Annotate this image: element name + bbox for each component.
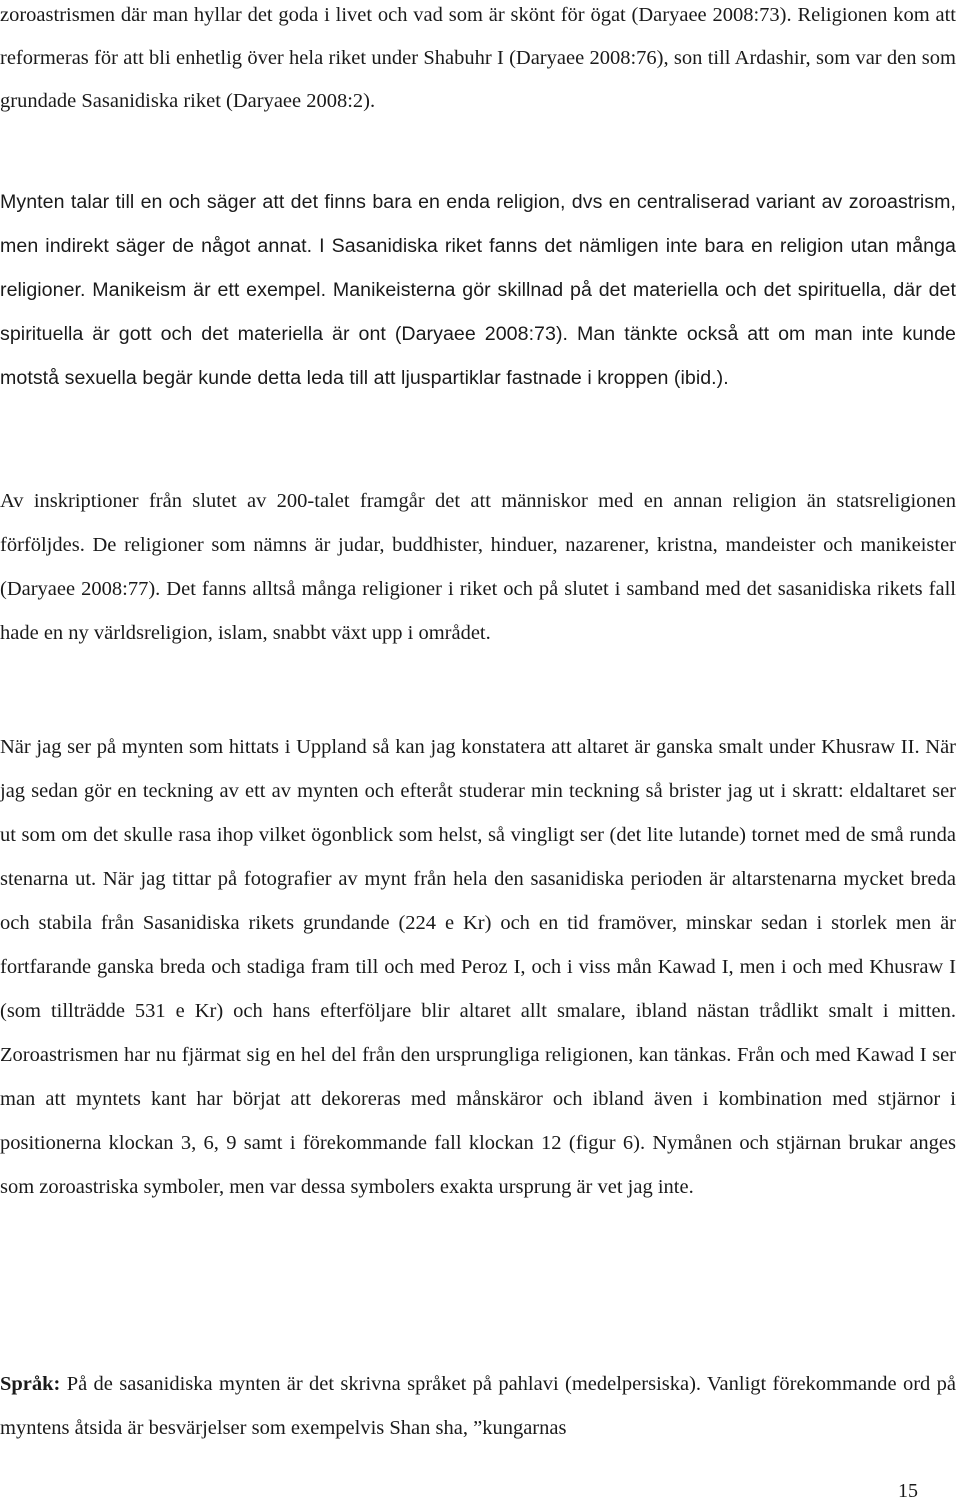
language-heading: Språk:	[0, 1373, 61, 1395]
paragraph-coins-religion: Mynten talar till en och säger att det finns bara en enda religion, dvs en centraliserad variant av zoroastrism, men indirekt säger de något annat. I Sasanidiska riket fanns det nämligen inte bara en religion utan många religioner. Manikeism är ett exempel. Manikeisterna gör skillnad på det materiella och det spirituella, där det spirituella är gott och det materiella är ont (Daryaee 2008:73). Man tänkte också att om man inte kunde motstå sexuella begär kunde detta leda till att ljuspartiklar fastnade i kroppen (ibid.).	[0, 191, 956, 389]
language-text: På de sasanidiska mynten är det skrivna språket på pahlavi (medelpersiska). Vanligt förekommande ord på myntens åtsida är besvärjelser som exempelvis Shan sha, ”kungarnas	[0, 1373, 956, 1439]
paragraph-zoroastrism-reform: zoroastrismen där man hyllar det goda i livet och vad som är skönt för ögat (Daryaee 2008:73). Religionen kom att reformeras för att bli enhetlig över hela riket under Shabuhr I (Daryaee 2008:76), son till Ardashir, som var den som grundade Sasanidiska riket (Daryaee 2008:2).	[0, 4, 956, 112]
paragraph-inscriptions: Av inskriptioner från slutet av 200-talet framgår det att människor med en annan religion än statsreligionen förföljdes. De religioner som nämns är judar, buddhister, hinduer, nazarener, kristna, mandeister och manikeister (Daryaee 2008:77). Det fanns alltså många religioner i riket och på slutet i samband med det sasanidiska rikets fall hade en ny världsreligion, islam, snabbt växt upp i området.	[0, 490, 956, 644]
paragraph-altar-observation: När jag ser på mynten som hittats i Uppland så kan jag konstatera att altaret är ganska smalt under Khusraw II. När jag sedan gör en teckning av ett av mynten och efteråt studerar min teckning så brister jag ut i skratt: eldaltaret ser ut som om det skulle rasa ihop vilket ögonblick som helst, så vingligt ser (det lite lutande) tornet med de små runda stenarna ut. När jag tittar på fotografier av mynt från hela den sasanidiska perioden är altarstenarna mycket breda och stabila från Sasanidiska rikets grundande (224 e Kr) och en tid framöver, minskar sedan i storlek men är fortfarande ganska breda och stadiga fram till och med Peroz I, och i viss mån Kawad I, men i och med Khusraw I (som tillträdde 531 e Kr) och hans efterföljare blir altaret allt smalare, ibland nästan trådlikt smalt i mitten. Zoroastrismen har nu fjärmat sig en hel del från den ursprungliga religionen, kan tänkas. Från och med Kawad I ser man att myntets kant har börjat att dekoreras med månskäror och ibland även i kombination med stjärnor i positionerna klockan 3, 6, 9 samt i förekommande fall klockan 12 (figur 6). Nymånen och stjärnan brukar anges som zoroastriska symboler, men var dessa symbolers exakta ursprung är vet jag inte.	[0, 736, 956, 1198]
paragraph-language	[0, 1362, 956, 1450]
page-number: 15	[898, 1480, 918, 1502]
